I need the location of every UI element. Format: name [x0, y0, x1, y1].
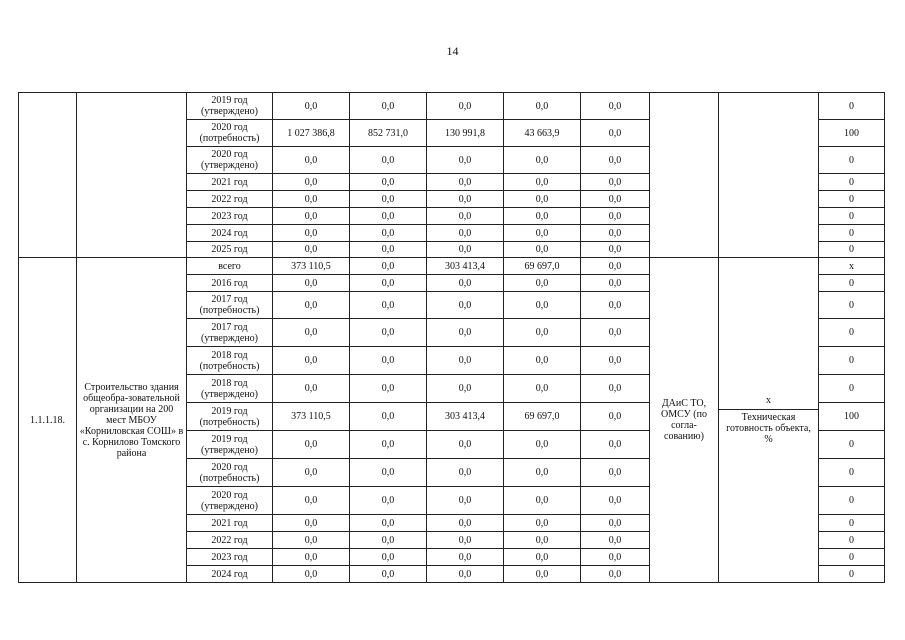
value-cell: 0,0	[427, 292, 504, 319]
value-cell: 0,0	[504, 375, 581, 403]
target-cell: 0	[819, 549, 885, 566]
value-cell: 0,0	[273, 242, 350, 258]
value-cell: 0,0	[350, 147, 427, 174]
target-cell: 0	[819, 292, 885, 319]
value-cell: 1 027 386,8	[273, 120, 350, 147]
value-cell: 0,0	[350, 431, 427, 459]
value-cell: 0,0	[350, 242, 427, 258]
value-cell: 0,0	[273, 191, 350, 208]
value-cell: 0,0	[581, 319, 650, 347]
value-cell: 0,0	[273, 292, 350, 319]
value-cell: 0,0	[427, 549, 504, 566]
value-cell: 0,0	[273, 225, 350, 242]
value-cell: 0,0	[427, 487, 504, 515]
value-cell: 0,0	[350, 208, 427, 225]
value-cell: 0,0	[581, 532, 650, 549]
target-cell: 0	[819, 487, 885, 515]
target-cell: 0	[819, 242, 885, 258]
value-cell: 0,0	[350, 319, 427, 347]
value-cell: 0,0	[504, 147, 581, 174]
table-body	[19, 93, 885, 583]
year-cell: 2018 год (утверждено)	[187, 375, 273, 403]
value-cell: 0,0	[427, 208, 504, 225]
value-cell: 0,0	[427, 566, 504, 583]
value-cell: 0,0	[273, 549, 350, 566]
value-cell: 0,0	[504, 431, 581, 459]
year-cell: 2017 год (утверждено)	[187, 319, 273, 347]
year-cell: 2024 год	[187, 566, 273, 583]
value-cell: 0,0	[581, 242, 650, 258]
value-cell: 43 663,9	[504, 120, 581, 147]
value-cell: 0,0	[350, 347, 427, 375]
value-cell: 0,0	[581, 208, 650, 225]
value-cell: 0,0	[581, 487, 650, 515]
year-cell: 2020 год (потребность)	[187, 120, 273, 147]
value-cell: 373 110,5	[273, 403, 350, 431]
value-cell: 0,0	[504, 242, 581, 258]
value-cell: 0,0	[504, 532, 581, 549]
value-cell: 0,0	[427, 275, 504, 292]
value-cell: 373 110,5	[273, 258, 350, 275]
value-cell: 0,0	[581, 174, 650, 191]
year-cell: 2020 год (утверждено)	[187, 487, 273, 515]
value-cell: 0,0	[504, 347, 581, 375]
target-cell: 100	[819, 403, 885, 431]
name-cell-empty	[77, 93, 187, 258]
value-cell: 0,0	[581, 147, 650, 174]
value-cell: 0,0	[581, 120, 650, 147]
value-cell: 0,0	[273, 147, 350, 174]
target-cell: 0	[819, 515, 885, 532]
value-cell: 0,0	[350, 191, 427, 208]
value-cell: 0,0	[273, 275, 350, 292]
value-cell: 0,0	[581, 275, 650, 292]
executor-cell: ДАиС ТО, ОМСУ (по согла-сованию)	[650, 258, 719, 583]
target-cell: 0	[819, 225, 885, 242]
value-cell: 0,0	[273, 93, 350, 120]
target-cell: 0	[819, 147, 885, 174]
value-cell: 0,0	[581, 515, 650, 532]
target-cell: 0	[819, 191, 885, 208]
value-cell: 0,0	[581, 347, 650, 375]
value-cell: 0,0	[350, 403, 427, 431]
value-cell: 130 991,8	[427, 120, 504, 147]
value-cell: 0,0	[504, 93, 581, 120]
value-cell: 0,0	[504, 549, 581, 566]
value-cell: 0,0	[581, 258, 650, 275]
value-cell: 0,0	[504, 487, 581, 515]
target-cell: 100	[819, 120, 885, 147]
value-cell: 0,0	[504, 191, 581, 208]
table-row	[19, 258, 885, 275]
value-cell: 0,0	[273, 375, 350, 403]
item-code: 1.1.1.18.	[19, 258, 77, 583]
year-cell: всего	[187, 258, 273, 275]
value-cell: 0,0	[350, 258, 427, 275]
target-cell: 0	[819, 532, 885, 549]
value-cell: 0,0	[581, 225, 650, 242]
year-cell: 2016 год	[187, 275, 273, 292]
value-cell: 0,0	[427, 225, 504, 242]
value-cell: 0,0	[350, 93, 427, 120]
value-cell: 0,0	[427, 459, 504, 487]
indicator-x-mark: х	[719, 395, 818, 410]
value-cell: 0,0	[427, 375, 504, 403]
value-cell: 0,0	[581, 459, 650, 487]
value-cell: 0,0	[581, 191, 650, 208]
year-cell: 2024 год	[187, 225, 273, 242]
value-cell: 0,0	[427, 191, 504, 208]
value-cell: 0,0	[273, 459, 350, 487]
value-cell: 0,0	[273, 515, 350, 532]
value-cell: 0,0	[273, 431, 350, 459]
value-cell: 0,0	[273, 566, 350, 583]
table-row	[19, 93, 885, 120]
target-cell: 0	[819, 174, 885, 191]
value-cell: 0,0	[581, 375, 650, 403]
value-cell: 303 413,4	[427, 403, 504, 431]
value-cell: 0,0	[504, 566, 581, 583]
year-cell: 2019 год (утверждено)	[187, 93, 273, 120]
year-cell: 2023 год	[187, 549, 273, 566]
code-cell-empty	[19, 93, 77, 258]
value-cell: 0,0	[350, 225, 427, 242]
value-cell: 0,0	[273, 347, 350, 375]
value-cell: 0,0	[350, 292, 427, 319]
value-cell: 0,0	[273, 208, 350, 225]
year-cell: 2022 год	[187, 191, 273, 208]
value-cell: 0,0	[427, 532, 504, 549]
value-cell: 0,0	[504, 208, 581, 225]
year-cell: 2019 год (утверждено)	[187, 431, 273, 459]
value-cell: 0,0	[581, 431, 650, 459]
page-number: 14	[446, 44, 459, 58]
value-cell: 0,0	[504, 515, 581, 532]
target-cell: 0	[819, 347, 885, 375]
value-cell: 69 697,0	[504, 258, 581, 275]
value-cell: 0,0	[427, 93, 504, 120]
year-cell: 2019 год (потребность)	[187, 403, 273, 431]
year-cell: 2020 год (потребность)	[187, 459, 273, 487]
value-cell: 0,0	[427, 147, 504, 174]
year-cell: 2023 год	[187, 208, 273, 225]
year-cell: 2020 год (утверждено)	[187, 147, 273, 174]
value-cell: 0,0	[350, 275, 427, 292]
value-cell: 0,0	[350, 375, 427, 403]
value-cell: 303 413,4	[427, 258, 504, 275]
value-cell: 0,0	[504, 319, 581, 347]
year-cell: 2017 год (потребность)	[187, 292, 273, 319]
target-cell: 0	[819, 319, 885, 347]
value-cell: 852 731,0	[350, 120, 427, 147]
value-cell: 0,0	[427, 347, 504, 375]
year-cell: 2018 год (потребность)	[187, 347, 273, 375]
value-cell: 0,0	[350, 566, 427, 583]
target-cell: 0	[819, 375, 885, 403]
target-cell: х	[819, 258, 885, 275]
indicator-cell	[719, 258, 819, 583]
value-cell: 0,0	[427, 174, 504, 191]
value-cell: 0,0	[273, 319, 350, 347]
value-cell: 0,0	[350, 515, 427, 532]
indicator-name: Техническая готовность объекта, %	[726, 412, 811, 445]
value-cell: 0,0	[504, 292, 581, 319]
value-cell: 0,0	[273, 487, 350, 515]
value-cell: 0,0	[504, 275, 581, 292]
target-cell: 0	[819, 566, 885, 583]
value-cell: 0,0	[350, 549, 427, 566]
target-cell: 0	[819, 275, 885, 292]
value-cell: 0,0	[350, 459, 427, 487]
value-cell: 0,0	[504, 174, 581, 191]
value-cell: 0,0	[581, 93, 650, 120]
value-cell: 69 697,0	[504, 403, 581, 431]
year-cell: 2021 год	[187, 174, 273, 191]
value-cell: 0,0	[504, 225, 581, 242]
value-cell: 0,0	[350, 174, 427, 191]
value-cell: 0,0	[273, 174, 350, 191]
value-cell: 0,0	[427, 431, 504, 459]
value-cell: 0,0	[581, 549, 650, 566]
value-cell: 0,0	[581, 292, 650, 319]
value-cell: 0,0	[427, 319, 504, 347]
funding-table	[18, 92, 885, 583]
value-cell: 0,0	[350, 532, 427, 549]
indicator-cell-empty	[719, 93, 819, 258]
target-cell: 0	[819, 459, 885, 487]
value-cell: 0,0	[581, 403, 650, 431]
target-cell: 0	[819, 93, 885, 120]
target-cell: 0	[819, 208, 885, 225]
value-cell: 0,0	[273, 532, 350, 549]
value-cell: 0,0	[350, 487, 427, 515]
value-cell: 0,0	[504, 459, 581, 487]
item-name: Строительство здания общеобра-зовательной организации на 200 мест МБОУ «Корниловская СОШ» в с. Корнилово Томского района	[77, 258, 187, 583]
year-cell: 2021 год	[187, 515, 273, 532]
target-cell: 0	[819, 431, 885, 459]
value-cell: 0,0	[581, 566, 650, 583]
value-cell: 0,0	[427, 515, 504, 532]
year-cell: 2025 год	[187, 242, 273, 258]
executor-cell-empty	[650, 93, 719, 258]
year-cell: 2022 год	[187, 532, 273, 549]
value-cell: 0,0	[427, 242, 504, 258]
